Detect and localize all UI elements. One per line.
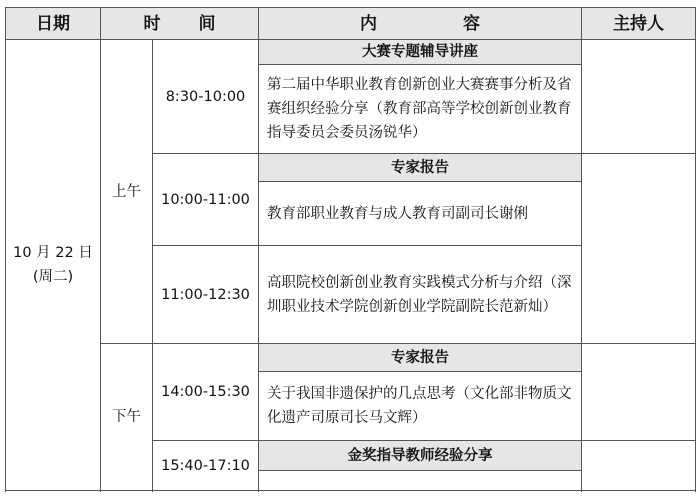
session-text xyxy=(259,471,582,491)
section-heading: 金奖指导教师经验分享 xyxy=(259,441,582,471)
table-row xyxy=(6,344,696,372)
period-morning: 上午 xyxy=(101,40,153,344)
header-host: 主持人 xyxy=(582,8,696,40)
session-text: 教育部职业教育与成人教育司副司长谢俐 xyxy=(259,182,582,246)
time-cell: 11:00-12:30 xyxy=(153,246,259,344)
date-cell xyxy=(6,40,101,491)
session-text: 第二届中华职业教育创新创业大赛赛事分析及省赛组织经验分享（教育部高等学校创新创业教育指导委员会委员汤锐华） xyxy=(259,65,582,154)
section-heading: 专家报告 xyxy=(259,344,582,372)
header-date: 日期 xyxy=(6,8,101,40)
weekday-text: (周二) xyxy=(32,269,74,285)
time-cell: 8:30-10:00 xyxy=(153,40,259,154)
header-row xyxy=(6,8,696,40)
session-text: 关于我国非遗保护的几点思考（文化部非物质文化遗产司原司长马文辉） xyxy=(259,372,582,441)
time-cell: 10:00-11:00 xyxy=(153,154,259,246)
period-afternoon: 下午 xyxy=(101,344,153,491)
host-cell xyxy=(582,40,696,154)
header-time: 时 间 xyxy=(101,8,259,40)
table-row xyxy=(6,40,696,65)
host-cell xyxy=(582,344,696,441)
section-heading: 专家报告 xyxy=(259,154,582,182)
date-text: 10 月 22 日 xyxy=(13,245,93,261)
header-content: 内 容 xyxy=(259,8,582,40)
schedule-table xyxy=(5,7,696,491)
time-cell: 15:40-17:10 xyxy=(153,441,259,491)
host-cell xyxy=(582,441,696,491)
host-cell xyxy=(582,154,696,344)
time-cell: 14:00-15:30 xyxy=(153,344,259,441)
section-heading: 大赛专题辅导讲座 xyxy=(259,40,582,65)
session-text: 高职院校创新创业教育实践模式分析与介绍（深圳职业技术学院创新创业学院副院长范新灿） xyxy=(259,246,582,344)
